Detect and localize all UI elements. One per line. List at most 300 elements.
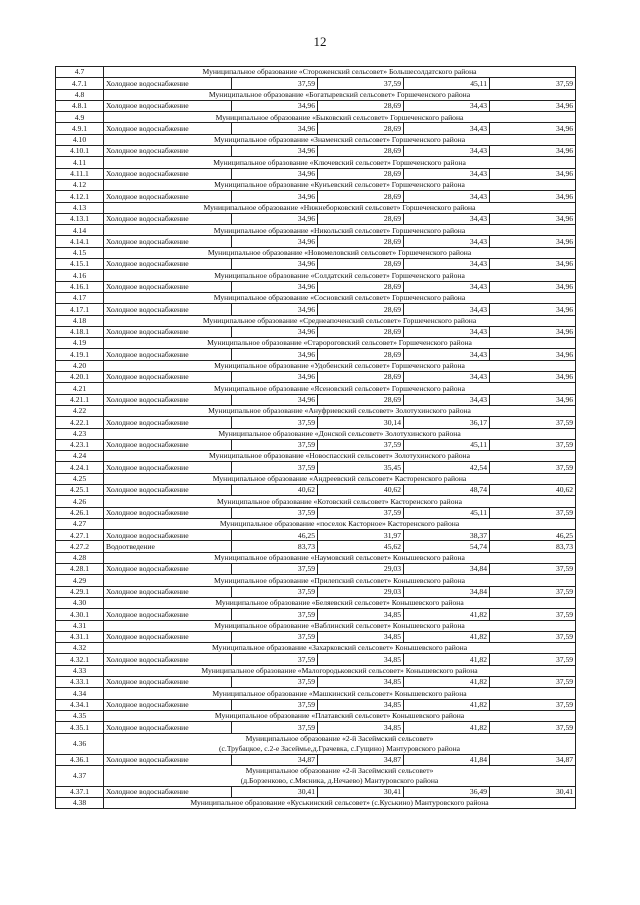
row-number: 4.30.1	[56, 609, 104, 620]
tariff-value-v4: 37,59	[490, 564, 576, 575]
municipality-header-row	[56, 620, 576, 631]
municipality-name: Муниципальное образование «Знаменский сельсовет» Горшеченского района	[104, 134, 576, 145]
row-number: 4.36	[56, 733, 104, 754]
row-number: 4.8	[56, 89, 104, 100]
tariff-value-v4: 37,59	[490, 609, 576, 620]
page-number: 12	[313, 34, 327, 49]
tariff-value-v3: 54,74	[404, 541, 490, 552]
service-name: Холодное водоснабжение	[104, 326, 232, 337]
row-number: 4.11	[56, 157, 104, 168]
tariff-value-v3: 34,84	[404, 564, 490, 575]
service-name: Холодное водоснабжение	[104, 677, 232, 688]
tariff-value-v4: 34,96	[490, 394, 576, 405]
tariff-row	[56, 78, 576, 89]
municipality-name: Муниципальное образование «Ясеновский сельсовет» Горшеченского района	[104, 383, 576, 394]
row-number: 4.22.1	[56, 417, 104, 428]
row-number: 4.29	[56, 575, 104, 586]
tariff-value-v2: 37,59	[318, 439, 404, 450]
tariff-value-v1: 34,96	[232, 191, 318, 202]
municipality-name: Муниципальное образование «Котовский сельсовет» Касторенского района	[104, 496, 576, 507]
service-name: Холодное водоснабжение	[104, 123, 232, 134]
municipality-header-row	[56, 575, 576, 586]
municipality-header-row	[56, 428, 576, 439]
tariff-value-v3: 34,43	[404, 213, 490, 224]
tariff-value-v3: 41,82	[404, 631, 490, 642]
tariff-value-v1: 37,59	[232, 699, 318, 710]
tariff-value-v3: 45,11	[404, 78, 490, 89]
row-number: 4.8.1	[56, 100, 104, 111]
row-number: 4.35.1	[56, 722, 104, 733]
municipality-header-row	[56, 338, 576, 349]
municipality-name: Муниципальное образование «Захарковский сельсовет» Конышевского района	[104, 643, 576, 654]
tariff-row	[56, 699, 576, 710]
tariff-value-v3: 34,43	[404, 146, 490, 157]
municipality-name: Муниципальное образование «Новомеловский сельсовет» Горшеченского района	[104, 247, 576, 258]
municipality-name-line1: Муниципальное образование «2-й Засеймский сельсовет»	[245, 766, 434, 776]
tariff-value-v4: 37,59	[490, 462, 576, 473]
municipality-name: Муниципальное образование «Малогородьковский сельсовет» Конышевского района	[104, 665, 576, 676]
municipality-header-row	[56, 134, 576, 145]
tariff-row	[56, 654, 576, 665]
tariff-value-v1: 34,96	[232, 304, 318, 315]
tariff-value-v3: 45,11	[404, 507, 490, 518]
tariff-value-v2: 28,69	[318, 349, 404, 360]
tariff-row	[56, 259, 576, 270]
row-number: 4.36.1	[56, 754, 104, 765]
municipality-name: Муниципальное образование «Нижнеборковский сельсовет» Горшеченского района	[104, 202, 576, 213]
tariff-value-v2: 28,69	[318, 372, 404, 383]
row-number: 4.38	[56, 798, 104, 809]
row-number: 4.12	[56, 179, 104, 190]
municipality-header-row	[56, 451, 576, 462]
service-name: Холодное водоснабжение	[104, 507, 232, 518]
tariff-value-v1: 37,59	[232, 462, 318, 473]
tariff-row	[56, 462, 576, 473]
tariff-value-v4: 34,96	[490, 349, 576, 360]
row-number: 4.27.1	[56, 530, 104, 541]
tariff-value-v1: 37,59	[232, 78, 318, 89]
row-number: 4.32	[56, 643, 104, 654]
tariff-value-v3: 34,43	[404, 259, 490, 270]
tariff-value-v2: 34,87	[318, 754, 404, 765]
municipality-header-row	[56, 225, 576, 236]
row-number: 4.18	[56, 315, 104, 326]
municipality-name: Муниципальное образование «Беляевский сельсовет» Конышевского района	[104, 597, 576, 608]
tariff-value-v4: 34,96	[490, 281, 576, 292]
tariff-row	[56, 191, 576, 202]
row-number: 4.7	[56, 67, 104, 78]
service-name: Холодное водоснабжение	[104, 146, 232, 157]
municipality-header-row	[56, 518, 576, 529]
tariff-value-v2: 30,41	[318, 786, 404, 797]
service-name: Холодное водоснабжение	[104, 699, 232, 710]
service-name: Водоотведение	[104, 541, 232, 552]
tariff-value-v1: 34,96	[232, 100, 318, 111]
tariff-value-v1: 37,59	[232, 677, 318, 688]
tariff-value-v2: 28,69	[318, 281, 404, 292]
tariff-value-v2: 34,85	[318, 722, 404, 733]
municipality-header-row	[56, 765, 576, 786]
tariff-row	[56, 507, 576, 518]
tariff-value-v2: 28,69	[318, 146, 404, 157]
tariff-value-v1: 37,59	[232, 507, 318, 518]
tariff-value-v3: 34,43	[404, 304, 490, 315]
tariff-value-v1: 37,59	[232, 654, 318, 665]
row-number: 4.10	[56, 134, 104, 145]
tariff-value-v4: 40,62	[490, 484, 576, 495]
tariff-row	[56, 213, 576, 224]
tariff-row	[56, 609, 576, 620]
service-name: Холодное водоснабжение	[104, 722, 232, 733]
tariff-value-v4: 37,59	[490, 507, 576, 518]
tariff-value-v1: 37,59	[232, 631, 318, 642]
row-number: 4.13.1	[56, 213, 104, 224]
tariff-row	[56, 123, 576, 134]
row-number: 4.31	[56, 620, 104, 631]
tariff-value-v3: 41,82	[404, 677, 490, 688]
municipality-header-row	[56, 67, 576, 78]
tariff-value-v3: 41,82	[404, 654, 490, 665]
row-number: 4.18.1	[56, 326, 104, 337]
municipality-header-row	[56, 733, 576, 754]
tariff-value-v2: 37,59	[318, 78, 404, 89]
municipality-header-row	[56, 202, 576, 213]
tariff-value-v3: 41,84	[404, 754, 490, 765]
municipality-name: Муниципальное образование «поселок Касторное» Касторенского района	[104, 518, 576, 529]
tariff-value-v1: 34,96	[232, 281, 318, 292]
row-number: 4.33	[56, 665, 104, 676]
row-number: 4.34.1	[56, 699, 104, 710]
service-name: Холодное водоснабжение	[104, 484, 232, 495]
tariff-value-v2: 34,85	[318, 631, 404, 642]
tariff-row	[56, 417, 576, 428]
tariff-row	[56, 394, 576, 405]
tariff-value-v2: 34,85	[318, 699, 404, 710]
tariff-value-v2: 30,14	[318, 417, 404, 428]
municipality-name: Муниципальное образование «Ключевский сельсовет» Горшеченского района	[104, 157, 576, 168]
row-number: 4.15.1	[56, 259, 104, 270]
tariff-value-v3: 36,17	[404, 417, 490, 428]
tariff-value-v3: 41,82	[404, 609, 490, 620]
tariff-value-v4: 34,96	[490, 123, 576, 134]
row-number: 4.24.1	[56, 462, 104, 473]
tariff-value-v1: 34,96	[232, 213, 318, 224]
tariff-value-v4: 34,96	[490, 326, 576, 337]
tariff-value-v4: 34,96	[490, 259, 576, 270]
tariff-value-v3: 38,37	[404, 530, 490, 541]
tariff-value-v1: 34,96	[232, 236, 318, 247]
tariff-value-v4: 34,96	[490, 168, 576, 179]
municipality-header-row	[56, 665, 576, 676]
tariff-value-v2: 28,69	[318, 100, 404, 111]
row-number: 4.28	[56, 552, 104, 563]
service-name: Холодное водоснабжение	[104, 786, 232, 797]
service-name: Холодное водоснабжение	[104, 462, 232, 473]
municipality-name: Муниципальное образование «Стороженский сельсовет» Большесолдатского района	[104, 67, 576, 78]
tariff-row	[56, 484, 576, 495]
tariff-value-v2: 31,97	[318, 530, 404, 541]
row-number: 4.28.1	[56, 564, 104, 575]
municipality-header-row	[56, 552, 576, 563]
tariff-value-v2: 28,69	[318, 304, 404, 315]
service-name: Холодное водоснабжение	[104, 78, 232, 89]
tariff-row	[56, 372, 576, 383]
tariff-value-v4: 34,96	[490, 191, 576, 202]
tariff-value-v3: 34,43	[404, 349, 490, 360]
tariff-value-v1: 30,41	[232, 786, 318, 797]
tariff-value-v4: 34,87	[490, 754, 576, 765]
municipality-name: Муниципальное образование «Кунъевский сельсовет» Горшеченского района	[104, 179, 576, 190]
tariff-value-v1: 34,96	[232, 123, 318, 134]
row-number: 4.17.1	[56, 304, 104, 315]
tariff-value-v2: 40,62	[318, 484, 404, 495]
municipality-name	[104, 733, 576, 754]
tariff-value-v3: 34,84	[404, 586, 490, 597]
municipality-header-row	[56, 383, 576, 394]
tariff-row	[56, 100, 576, 111]
municipality-name: Муниципальное образование «Никольский сельсовет» Горшеченского района	[104, 225, 576, 236]
tariff-value-v3: 48,74	[404, 484, 490, 495]
row-number: 4.14.1	[56, 236, 104, 247]
municipality-header-row	[56, 405, 576, 416]
row-number: 4.27.2	[56, 541, 104, 552]
row-number: 4.33.1	[56, 677, 104, 688]
tariff-value-v3: 41,82	[404, 722, 490, 733]
tariff-value-v3: 34,43	[404, 123, 490, 134]
municipality-header-row	[56, 292, 576, 303]
municipality-name: Муниципальное образование «Быковский сельсовет» Горшеченского района	[104, 112, 576, 123]
tariff-value-v4: 37,59	[490, 654, 576, 665]
tariff-value-v4: 37,59	[490, 417, 576, 428]
tariff-value-v4: 37,59	[490, 631, 576, 642]
tariff-value-v2: 28,69	[318, 326, 404, 337]
municipality-name-line2: (с.Трубацкое, с.2-е Засеймье,д.Грачевка, с.Гущино) Мантуровского района	[219, 743, 461, 753]
tariff-value-v2: 34,85	[318, 677, 404, 688]
tariff-value-v2: 34,85	[318, 654, 404, 665]
service-name: Холодное водоснабжение	[104, 631, 232, 642]
tariff-value-v2: 34,85	[318, 609, 404, 620]
service-name: Холодное водоснабжение	[104, 439, 232, 450]
row-number: 4.27	[56, 518, 104, 529]
tariff-value-v1: 37,59	[232, 564, 318, 575]
service-name: Холодное водоснабжение	[104, 530, 232, 541]
tariff-value-v1: 37,59	[232, 722, 318, 733]
municipality-header-row	[56, 247, 576, 258]
tariff-row	[56, 146, 576, 157]
municipality-header-row	[56, 597, 576, 608]
tariff-row	[56, 541, 576, 552]
tariff-row	[56, 236, 576, 247]
row-number: 4.23	[56, 428, 104, 439]
tariff-row	[56, 722, 576, 733]
tariff-row	[56, 304, 576, 315]
tariff-value-v4: 30,41	[490, 786, 576, 797]
tariff-value-v4: 37,59	[490, 439, 576, 450]
municipality-name: Муниципальное образование «Новоспасский сельсовет» Золотухинского района	[104, 451, 576, 462]
municipality-name: Муниципальное образование «Андреевский сельсовет» Касторенского района	[104, 473, 576, 484]
tariff-value-v2: 28,69	[318, 123, 404, 134]
municipality-header-row	[56, 798, 576, 809]
row-number: 4.12.1	[56, 191, 104, 202]
tariff-row	[56, 326, 576, 337]
row-number: 4.19	[56, 338, 104, 349]
tariff-value-v3: 34,43	[404, 372, 490, 383]
tariff-value-v4: 37,59	[490, 722, 576, 733]
tariff-value-v3: 34,43	[404, 394, 490, 405]
municipality-header-row	[56, 179, 576, 190]
tariff-row	[56, 586, 576, 597]
tariff-row	[56, 564, 576, 575]
tariff-value-v1: 37,59	[232, 439, 318, 450]
municipality-name: Муниципальное образование «Наумовский сельсовет» Конышевского района	[104, 552, 576, 563]
row-number: 4.21.1	[56, 394, 104, 405]
municipality-name: Муниципальное образование «Среднеапоченский сельсовет» Горшеченского района	[104, 315, 576, 326]
municipality-name: Муниципальное образование «Старороговский сельсовет» Горшеченского района	[104, 338, 576, 349]
row-number: 4.11.1	[56, 168, 104, 179]
tariff-value-v1: 34,96	[232, 326, 318, 337]
tariff-row	[56, 281, 576, 292]
tariff-value-v3: 34,43	[404, 191, 490, 202]
service-name: Холодное водоснабжение	[104, 754, 232, 765]
service-name: Холодное водоснабжение	[104, 394, 232, 405]
tariff-value-v2: 28,69	[318, 213, 404, 224]
municipality-header-row	[56, 112, 576, 123]
municipality-header-row	[56, 270, 576, 281]
municipality-header-row	[56, 473, 576, 484]
row-number: 4.13	[56, 202, 104, 213]
row-number: 4.20	[56, 360, 104, 371]
municipality-name: Муниципальное образование «Богатыревский сельсовет» Горшеченского района	[104, 89, 576, 100]
tariff-value-v2: 28,69	[318, 394, 404, 405]
municipality-name: Муниципальное образование «Платавский сельсовет» Конышевского района	[104, 710, 576, 721]
row-number: 4.10.1	[56, 146, 104, 157]
service-name: Холодное водоснабжение	[104, 259, 232, 270]
tariff-value-v3: 41,82	[404, 699, 490, 710]
tariff-value-v3: 36,49	[404, 786, 490, 797]
tariff-row	[56, 631, 576, 642]
tariff-row	[56, 530, 576, 541]
service-name: Холодное водоснабжение	[104, 372, 232, 383]
tariff-value-v4: 34,96	[490, 304, 576, 315]
service-name: Холодное водоснабжение	[104, 281, 232, 292]
row-number: 4.7.1	[56, 78, 104, 89]
tariff-value-v4: 37,59	[490, 699, 576, 710]
row-number: 4.34	[56, 688, 104, 699]
municipality-name: Муниципальное образование «Машкинский сельсовет» Конышевского района	[104, 688, 576, 699]
tariff-table-body	[56, 67, 576, 809]
municipality-name: Муниципальное образование «Куськинский сельсовет» (с.Куськино) Мантуровского района	[104, 798, 576, 809]
tariff-value-v1: 34,96	[232, 372, 318, 383]
tariff-value-v2: 29,03	[318, 586, 404, 597]
service-name: Холодное водоснабжение	[104, 564, 232, 575]
tariff-value-v3: 34,43	[404, 168, 490, 179]
municipality-header-row	[56, 315, 576, 326]
tariff-value-v1: 37,59	[232, 609, 318, 620]
tariff-row	[56, 677, 576, 688]
service-name: Холодное водоснабжение	[104, 100, 232, 111]
tariff-value-v2: 37,59	[318, 507, 404, 518]
tariff-value-v4: 83,73	[490, 541, 576, 552]
service-name: Холодное водоснабжение	[104, 191, 232, 202]
row-number: 4.14	[56, 225, 104, 236]
municipality-header-row	[56, 89, 576, 100]
row-number: 4.31.1	[56, 631, 104, 642]
row-number: 4.20.1	[56, 372, 104, 383]
service-name: Холодное водоснабжение	[104, 609, 232, 620]
tariff-value-v3: 45,11	[404, 439, 490, 450]
tariff-value-v1: 34,96	[232, 146, 318, 157]
tariff-value-v3: 42,54	[404, 462, 490, 473]
tariff-value-v4: 34,96	[490, 100, 576, 111]
row-number: 4.37	[56, 765, 104, 786]
tariff-value-v1: 34,96	[232, 349, 318, 360]
tariff-value-v2: 29,03	[318, 564, 404, 575]
service-name: Холодное водоснабжение	[104, 349, 232, 360]
municipality-header-row	[56, 360, 576, 371]
tariff-value-v1: 34,96	[232, 394, 318, 405]
row-number: 4.15	[56, 247, 104, 258]
municipality-name: Муниципальное образование «Удобенский сельсовет» Горшеченского района	[104, 360, 576, 371]
row-number: 4.35	[56, 710, 104, 721]
tariff-table	[55, 66, 576, 809]
tariff-value-v4: 46,25	[490, 530, 576, 541]
tariff-value-v3: 34,43	[404, 281, 490, 292]
municipality-name: Муниципальное образование «Прилепский сельсовет» Конышевского района	[104, 575, 576, 586]
tariff-value-v1: 37,59	[232, 417, 318, 428]
row-number: 4.22	[56, 405, 104, 416]
tariff-value-v4: 37,59	[490, 586, 576, 597]
service-name: Холодное водоснабжение	[104, 654, 232, 665]
row-number: 4.37.1	[56, 786, 104, 797]
row-number: 4.24	[56, 451, 104, 462]
tariff-value-v4: 34,96	[490, 213, 576, 224]
row-number: 4.16	[56, 270, 104, 281]
tariff-row	[56, 168, 576, 179]
row-number: 4.9	[56, 112, 104, 123]
tariff-value-v2: 28,69	[318, 236, 404, 247]
tariff-value-v4: 34,96	[490, 236, 576, 247]
row-number: 4.25	[56, 473, 104, 484]
tariff-value-v4: 34,96	[490, 146, 576, 157]
municipality-name-line1: Муниципальное образование «2-й Засеймский сельсовет»	[245, 734, 434, 744]
municipality-name	[104, 765, 576, 786]
tariff-row	[56, 349, 576, 360]
row-number: 4.30	[56, 597, 104, 608]
row-number: 4.29.1	[56, 586, 104, 597]
tariff-value-v2: 35,45	[318, 462, 404, 473]
service-name: Холодное водоснабжение	[104, 304, 232, 315]
row-number: 4.16.1	[56, 281, 104, 292]
service-name: Холодное водоснабжение	[104, 236, 232, 247]
tariff-value-v1: 34,96	[232, 168, 318, 179]
tariff-row	[56, 439, 576, 450]
municipality-header-row	[56, 496, 576, 507]
municipality-name: Муниципальное образование «Ануфриевский сельсовет» Золотухинского района	[104, 405, 576, 416]
municipality-header-row	[56, 688, 576, 699]
tariff-row	[56, 754, 576, 765]
service-name: Холодное водоснабжение	[104, 417, 232, 428]
tariff-value-v4: 34,96	[490, 372, 576, 383]
tariff-value-v3: 34,43	[404, 100, 490, 111]
tariff-value-v1: 83,73	[232, 541, 318, 552]
tariff-value-v2: 45,62	[318, 541, 404, 552]
tariff-value-v1: 40,62	[232, 484, 318, 495]
tariff-value-v2: 28,69	[318, 191, 404, 202]
row-number: 4.9.1	[56, 123, 104, 134]
tariff-value-v3: 34,43	[404, 236, 490, 247]
municipality-name: Муниципальное образование «Донской сельсовет» Золотухинского района	[104, 428, 576, 439]
municipality-header-row	[56, 157, 576, 168]
